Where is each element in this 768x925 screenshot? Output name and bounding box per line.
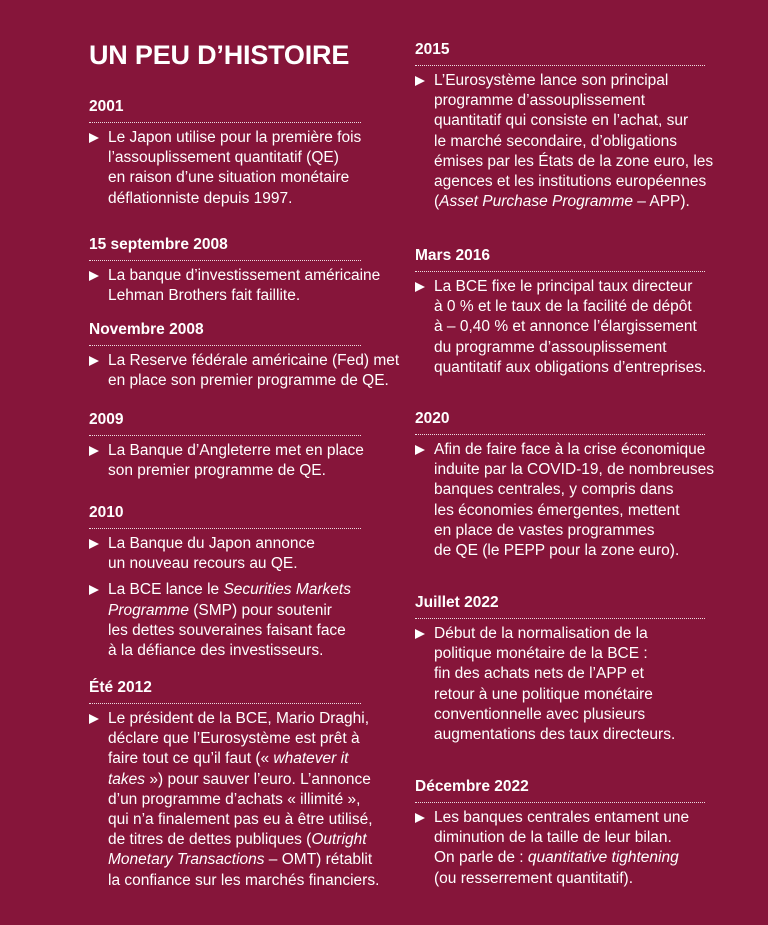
entry-text-line: La BCE fixe le principal taux directeur <box>434 278 693 295</box>
bullet-arrow-icon <box>89 356 99 366</box>
entry-text-line: le marché secondaire, d’obligations <box>434 132 677 150</box>
entry-date: 2009 <box>89 410 361 436</box>
entry-text-line: Afin de faire face à la crise économique <box>434 441 706 458</box>
entry-text-line: Programme (SMP) pour soutenir <box>108 601 332 619</box>
entry-text-line: les dettes souveraines faisant face <box>108 621 346 639</box>
entry-text-line: de QE (le PEPP pour la zone euro). <box>434 542 680 560</box>
entry-text-line: politique monétaire de la BCE : <box>434 645 648 663</box>
entry-text-line: retour à une politique monétaire <box>434 685 653 703</box>
bullet-arrow-icon <box>415 445 425 455</box>
entry-text-line: à – 0,40 % et annonce l’élargissement <box>434 318 697 336</box>
entry-item <box>415 808 705 889</box>
entry-text-line: l’assouplissement quantitatif (QE) <box>108 149 339 167</box>
entry-text-line: son premier programme de QE. <box>108 462 326 480</box>
entry-text-line: banques centrales, y compris dans <box>434 481 674 499</box>
entry-text-line: en raison d’une situation monétaire <box>108 169 350 187</box>
timeline-entry <box>89 235 381 312</box>
entry-date: Décembre 2022 <box>415 777 705 803</box>
entry-text-line: La Banque du Japon annonce <box>108 535 315 552</box>
entry-text-line: Le président de la BCE, Mario Draghi, <box>108 710 370 727</box>
entry-text-line: déclare que l’Eurosystème est prêt à <box>108 730 360 748</box>
entry-text-line: takes ») pour sauver l’euro. L’annonce <box>108 770 371 788</box>
entry-text-line: fin des achats nets de l’APP et <box>434 665 644 683</box>
entry-text-line: Monetary Transactions – OMT) rétablit <box>108 851 373 869</box>
entry-text-line: émises par les États de la zone euro, les <box>434 152 714 170</box>
entry-text-line: programme d’assouplissement <box>434 92 646 110</box>
entry-text-line: en place son premier programme de QE. <box>108 372 389 390</box>
timeline-entry <box>89 97 361 215</box>
entry-item <box>415 624 705 745</box>
timeline-entry <box>415 246 705 384</box>
timeline-entry <box>89 320 400 397</box>
bullet-arrow-icon <box>415 629 425 639</box>
entry-text-line: Lehman Brothers fait faillite. <box>108 287 301 305</box>
entry-item <box>415 71 714 212</box>
bullet-arrow-icon <box>89 714 99 724</box>
entry-item <box>89 351 400 391</box>
entry-text-line: induite par la COVID-19, de nombreuses <box>434 461 715 479</box>
timeline-entry <box>415 409 715 567</box>
entry-item <box>89 266 381 306</box>
entry-text-line: de titres de dettes publiques (Outright <box>108 831 367 849</box>
entry-text-line: Le Japon utilise pour la première fois <box>108 129 362 146</box>
entry-date: Novembre 2008 <box>89 320 361 346</box>
entry-text-line: agences et les institutions européennes <box>434 173 707 191</box>
entry-text-line: On parle de : quantitative tightening <box>434 849 679 867</box>
timeline-entry <box>415 777 705 895</box>
entry-text-line: à la défiance des investisseurs. <box>108 642 324 660</box>
entry-text-line: L’Eurosystème lance son principal <box>434 72 669 89</box>
entry-item <box>89 580 361 661</box>
entry-text-line: la confiance sur les marchés financiers. <box>108 871 380 889</box>
entry-date: 2015 <box>415 40 705 66</box>
entry-text-line: à 0 % et le taux de la facilité de dépôt <box>434 298 692 316</box>
timeline-entry <box>415 40 714 218</box>
entry-text-line: La BCE lance le Securities Markets <box>108 581 351 599</box>
entry-date: Juillet 2022 <box>415 593 705 619</box>
entry-text-line: augmentations des taux directeurs. <box>434 726 676 744</box>
entry-text-line: La banque d’investissement américaine <box>108 267 381 284</box>
bullet-arrow-icon <box>89 133 99 143</box>
entry-text-line: conventionnelle avec plusieurs <box>434 705 646 723</box>
entry-item <box>89 534 361 574</box>
entry-item <box>89 128 361 209</box>
entry-text-line: La Reserve fédérale américaine (Fed) met <box>108 352 400 369</box>
entry-date: 15 septembre 2008 <box>89 235 361 261</box>
bullet-arrow-icon <box>415 813 425 823</box>
entry-text-line: Début de la normalisation de la <box>434 625 648 642</box>
entry-text-line: du programme d’assouplissement <box>434 338 667 356</box>
entry-text-line: Les banques centrales entament une <box>434 809 690 826</box>
entry-item <box>89 441 364 481</box>
timeline-entry <box>89 678 380 897</box>
entry-text-line: déflationniste depuis 1997. <box>108 189 293 207</box>
entry-text-line: (ou resserrement quantitatif). <box>434 869 634 887</box>
timeline-entry <box>415 593 705 751</box>
bullet-arrow-icon <box>89 446 99 456</box>
entry-text-line: les économies émergentes, mettent <box>434 501 680 519</box>
timeline-entry <box>89 410 364 487</box>
entry-text-line: d’un programme d’achats « illimité », <box>108 790 361 808</box>
bullet-arrow-icon <box>415 76 425 86</box>
entry-text-line: (Asset Purchase Programme – APP). <box>434 193 690 211</box>
entry-text-line: qui n’a finalement pas eu à être utilisé, <box>108 811 373 829</box>
bullet-arrow-icon <box>89 585 99 595</box>
entry-text-line: quantitatif aux obligations d’entreprises. <box>434 358 707 376</box>
entry-date: 2001 <box>89 97 361 123</box>
bullet-arrow-icon <box>89 539 99 549</box>
bullet-arrow-icon <box>415 282 425 292</box>
entry-text-line: en place de vastes programmes <box>434 521 655 539</box>
page-title: UN PEU D’HISTOIRE <box>89 40 350 70</box>
entry-text-line: La Banque d’Angleterre met en place <box>108 442 364 459</box>
entry-text-line: quantitatif qui consiste en l’achat, sur <box>434 112 689 130</box>
entry-date: Été 2012 <box>89 678 361 704</box>
entry-text-line: diminution de la taille de leur bilan. <box>434 829 672 847</box>
entry-item <box>415 440 715 561</box>
entry-date: 2020 <box>415 409 705 435</box>
bullet-arrow-icon <box>89 271 99 281</box>
entry-date: Mars 2016 <box>415 246 705 272</box>
entry-date: 2010 <box>89 503 361 529</box>
entry-item <box>89 709 380 891</box>
timeline-entry <box>89 503 361 667</box>
entry-text-line: faire tout ce qu’il faut (« whatever it <box>108 750 349 768</box>
entry-item <box>415 277 705 378</box>
entry-text-line: un nouveau recours au QE. <box>108 555 298 573</box>
